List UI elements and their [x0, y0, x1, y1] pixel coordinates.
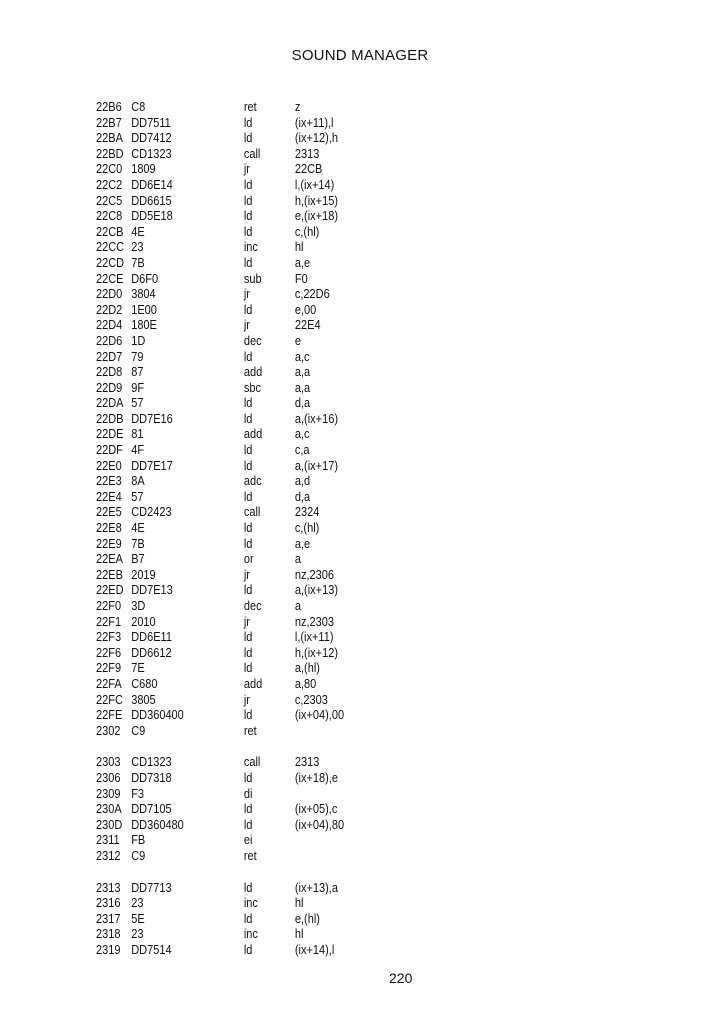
mnemonic: di	[243, 786, 253, 801]
operand: a,a	[294, 380, 311, 395]
mnemonic: ld	[243, 942, 253, 957]
operand: hl	[294, 896, 304, 911]
opcode-bytes: DD7412	[131, 131, 172, 146]
opcode-bytes: 23	[131, 240, 144, 255]
mnemonic: ld	[243, 443, 253, 458]
listing-row	[96, 849, 466, 865]
listing-row	[96, 630, 466, 646]
operand: a,c	[294, 349, 310, 364]
mnemonic: ld	[243, 817, 253, 832]
mnemonic: dec	[243, 333, 262, 348]
opcode-bytes: DD7E16	[131, 411, 173, 426]
mnemonic: ld	[243, 302, 253, 317]
operand: c,a	[294, 443, 310, 458]
opcode-bytes: 4E	[131, 224, 145, 239]
listing-row	[96, 661, 466, 677]
address: 22F0	[96, 599, 122, 613]
mnemonic: jr	[243, 287, 250, 302]
operand	[295, 833, 466, 849]
mnemonic: dec	[243, 599, 262, 613]
opcode-bytes: CD1323	[131, 146, 172, 161]
listing-row	[96, 427, 466, 443]
address: 22F6	[96, 645, 122, 660]
operand	[295, 849, 466, 865]
operand: c,22D6	[294, 287, 330, 302]
opcode-bytes: 57	[131, 489, 144, 504]
address: 2319	[96, 942, 121, 957]
listing-row	[96, 833, 466, 849]
address: 22E0	[96, 458, 122, 473]
opcode-bytes: 3804	[131, 287, 156, 302]
mnemonic: ld	[243, 209, 253, 224]
opcode-bytes: DD7511	[131, 115, 171, 130]
page-title: SOUND MANAGER	[291, 47, 429, 64]
mnemonic: ld	[243, 583, 253, 598]
listing-row	[96, 381, 466, 397]
opcode-bytes: DD6E11	[131, 630, 172, 645]
operand	[295, 787, 466, 803]
mnemonic: jr	[243, 162, 250, 177]
address: 22D2	[96, 302, 123, 317]
operand: c,2303	[294, 692, 328, 707]
opcode-bytes: C680	[131, 676, 158, 691]
address: 22DF	[96, 443, 123, 458]
operand: 22CB	[294, 162, 323, 177]
mnemonic: ld	[243, 396, 253, 411]
address: 230D	[96, 817, 123, 832]
operand: (ix+18),e	[294, 770, 338, 785]
address: 22FC	[96, 692, 123, 707]
address: 22F1	[96, 614, 122, 629]
operand: a,(hl)	[294, 661, 320, 676]
operand: a,(ix+16)	[294, 411, 338, 426]
operand: (ix+13),a	[294, 880, 338, 895]
operand: nz,2303	[294, 614, 335, 629]
mnemonic: call	[243, 755, 261, 770]
listing-row	[96, 334, 466, 350]
listing-row	[96, 209, 466, 225]
mnemonic: call	[243, 505, 261, 520]
listing-row	[96, 162, 466, 178]
operand: a,d	[294, 474, 311, 489]
operand: hl	[294, 240, 304, 255]
opcode-bytes: 1D	[131, 333, 146, 348]
opcode-bytes: CD1323	[131, 755, 172, 770]
listing-row	[96, 771, 466, 787]
mnemonic: ei	[243, 833, 253, 848]
listing-row	[96, 240, 466, 256]
listing-row	[96, 100, 466, 116]
operand: (ix+11),l	[294, 115, 334, 130]
address: 2303	[96, 755, 121, 770]
listing-row	[96, 412, 466, 428]
mnemonic: ld	[243, 458, 253, 473]
address: 2306	[96, 770, 121, 785]
section-gap	[96, 865, 466, 881]
opcode-bytes: DD7318	[131, 770, 172, 785]
opcode-bytes: DD6612	[131, 645, 172, 660]
listing-row	[96, 537, 466, 553]
operand	[295, 724, 466, 740]
opcode-bytes: 2019	[131, 567, 156, 582]
operand: 2313	[294, 755, 320, 770]
mnemonic: add	[243, 427, 263, 442]
listing-row	[96, 116, 466, 132]
opcode-bytes: 3805	[131, 692, 156, 707]
operand: (ix+04),00	[294, 708, 345, 723]
listing-row	[96, 724, 466, 740]
listing-row	[96, 693, 466, 709]
operand: a	[294, 599, 301, 613]
operand: e	[294, 333, 301, 348]
mnemonic: sbc	[243, 380, 261, 395]
mnemonic: ret	[243, 100, 257, 114]
operand: c,(hl)	[294, 521, 320, 536]
opcode-bytes: DD6E14	[131, 177, 173, 192]
operand: hl	[294, 927, 304, 942]
operand: h,(ix+15)	[294, 193, 338, 208]
opcode-bytes: C9	[131, 723, 146, 738]
operand: a,a	[294, 365, 311, 380]
operand: h,(ix+12)	[294, 645, 338, 660]
address: 22D9	[96, 380, 123, 395]
listing-row	[96, 225, 466, 241]
opcode-bytes: 5E	[131, 911, 145, 926]
opcode-bytes: 79	[131, 349, 144, 364]
operand: d,a	[294, 489, 311, 504]
mnemonic: ld	[243, 661, 253, 676]
opcode-bytes: 4F	[131, 443, 145, 458]
listing-row	[96, 194, 466, 210]
listing-row	[96, 318, 466, 334]
address: 22C2	[96, 177, 123, 192]
mnemonic: inc	[243, 927, 258, 942]
address: 230A	[96, 802, 122, 817]
address: 2318	[96, 927, 121, 942]
listing-row	[96, 521, 466, 537]
address: 22D8	[96, 365, 123, 380]
operand: a,80	[294, 676, 317, 691]
opcode-bytes: 1E00	[131, 302, 157, 317]
mnemonic: jr	[243, 567, 250, 582]
address: 22CB	[96, 224, 124, 239]
opcode-bytes: 7B	[131, 536, 145, 551]
address: 22CC	[96, 240, 125, 255]
mnemonic: ret	[243, 723, 257, 738]
address: 22C0	[96, 162, 123, 177]
listing-row	[96, 943, 466, 959]
mnemonic: ld	[243, 224, 253, 239]
listing-row	[96, 615, 466, 631]
opcode-bytes: 180E	[131, 318, 157, 333]
mnemonic: ld	[243, 489, 253, 504]
listing-row	[96, 599, 466, 615]
listing-row	[96, 350, 466, 366]
opcode-bytes: C9	[131, 848, 146, 863]
assembly-listing	[96, 100, 466, 958]
address: 22BD	[96, 146, 124, 161]
mnemonic: ld	[243, 131, 253, 146]
listing-row	[96, 552, 466, 568]
opcode-bytes: 1809	[131, 162, 156, 177]
address: 22D6	[96, 333, 123, 348]
operand: e,(hl)	[294, 911, 320, 926]
opcode-bytes: 81	[131, 427, 144, 442]
mnemonic: add	[243, 676, 263, 691]
address: 22D7	[96, 349, 123, 364]
address: 2302	[96, 723, 121, 738]
mnemonic: ld	[243, 536, 253, 551]
mnemonic: or	[243, 552, 254, 567]
mnemonic: ld	[243, 645, 253, 660]
listing-row	[96, 459, 466, 475]
operand: c,(hl)	[294, 224, 320, 239]
listing-row	[96, 912, 466, 928]
listing-row	[96, 396, 466, 412]
mnemonic: ret	[243, 848, 257, 863]
operand: d,a	[294, 396, 311, 411]
operand: a,e	[294, 536, 311, 551]
opcode-bytes: DD7514	[131, 942, 172, 957]
mnemonic: ld	[243, 708, 253, 723]
mnemonic: ld	[243, 802, 253, 817]
mnemonic: ld	[243, 349, 253, 364]
section-gap	[96, 739, 466, 755]
operand: e,00	[294, 302, 317, 317]
address: 22DB	[96, 411, 124, 426]
address: 2316	[96, 896, 121, 911]
opcode-bytes: 57	[131, 396, 144, 411]
operand: l,(ix+14)	[294, 177, 335, 192]
opcode-bytes: 4E	[131, 521, 145, 536]
opcode-bytes: F3	[131, 786, 145, 801]
listing-row	[96, 787, 466, 803]
operand: a,e	[294, 255, 311, 270]
mnemonic: ld	[243, 177, 253, 192]
operand: a,c	[294, 427, 310, 442]
mnemonic: call	[243, 146, 261, 161]
address: 22E5	[96, 505, 122, 520]
operand: z	[294, 100, 301, 114]
listing-row	[96, 881, 466, 897]
address: 22F3	[96, 630, 122, 645]
opcode-bytes: 7E	[131, 661, 145, 676]
operand: F0	[294, 271, 308, 286]
address: 22FE	[96, 708, 123, 723]
operand: (ix+12),h	[294, 131, 338, 146]
mnemonic: ld	[243, 770, 253, 785]
opcode-bytes: FB	[131, 833, 146, 848]
mnemonic: inc	[243, 240, 258, 255]
opcode-bytes: DD6615	[131, 193, 172, 208]
listing-row	[96, 256, 466, 272]
page-number: 220	[389, 970, 413, 986]
mnemonic: ld	[243, 193, 253, 208]
address: 22C8	[96, 209, 123, 224]
address: 22F9	[96, 661, 122, 676]
listing-row	[96, 303, 466, 319]
address: 22DA	[96, 396, 124, 411]
listing-row	[96, 755, 466, 771]
mnemonic: jr	[243, 614, 250, 629]
opcode-bytes: D6F0	[131, 271, 159, 286]
opcode-bytes: DD7E13	[131, 583, 173, 598]
address: 22EA	[96, 552, 123, 567]
address: 22C5	[96, 193, 123, 208]
listing-row	[96, 287, 466, 303]
address: 2313	[96, 880, 121, 895]
listing-row	[96, 490, 466, 506]
opcode-bytes: 23	[131, 927, 144, 942]
listing-row	[96, 365, 466, 381]
listing-row	[96, 568, 466, 584]
operand: (ix+05),c	[294, 802, 338, 817]
operand: l,(ix+11)	[294, 630, 334, 645]
listing-row	[96, 583, 466, 599]
listing-row	[96, 272, 466, 288]
mnemonic: add	[243, 365, 263, 380]
listing-row	[96, 646, 466, 662]
address: 22CD	[96, 255, 125, 270]
listing-row	[96, 708, 466, 724]
address: 22E3	[96, 474, 122, 489]
listing-row	[96, 178, 466, 194]
mnemonic: ld	[243, 411, 253, 426]
mnemonic: ld	[243, 630, 253, 645]
mnemonic: ld	[243, 255, 253, 270]
address: 22E8	[96, 521, 122, 536]
mnemonic: ld	[243, 521, 253, 536]
mnemonic: sub	[243, 271, 262, 286]
address: 22D4	[96, 318, 123, 333]
listing-row	[96, 474, 466, 490]
address: 22ED	[96, 583, 124, 598]
opcode-bytes: CD2423	[131, 505, 172, 520]
mnemonic: inc	[243, 896, 258, 911]
address: 22E4	[96, 489, 122, 504]
mnemonic: adc	[243, 474, 262, 489]
mnemonic: jr	[243, 318, 250, 333]
mnemonic: ld	[243, 880, 253, 895]
opcode-bytes: DD7E17	[131, 458, 173, 473]
address: 22BA	[96, 131, 123, 146]
operand: e,(ix+18)	[294, 209, 338, 224]
opcode-bytes: B7	[131, 552, 145, 567]
opcode-bytes: DD7105	[131, 802, 172, 817]
address: 22DE	[96, 427, 124, 442]
operand: a,(ix+13)	[294, 583, 338, 598]
opcode-bytes: 7B	[131, 255, 145, 270]
operand: a	[294, 552, 301, 567]
listing-row	[96, 927, 466, 943]
address: 2311	[96, 833, 120, 848]
listing-row	[96, 802, 466, 818]
listing-row	[96, 443, 466, 459]
opcode-bytes: C8	[131, 100, 146, 114]
mnemonic: ld	[243, 911, 253, 926]
opcode-bytes: 8A	[131, 474, 145, 489]
address: 22D0	[96, 287, 123, 302]
opcode-bytes: 2010	[131, 614, 156, 629]
address: 22B6	[96, 100, 122, 114]
operand: 2324	[294, 505, 320, 520]
address: 22B7	[96, 115, 122, 130]
opcode-bytes: 23	[131, 896, 144, 911]
opcode-bytes: DD360400	[131, 708, 184, 723]
opcode-bytes: 3D	[131, 599, 146, 613]
opcode-bytes: DD5E18	[131, 209, 173, 224]
operand: (ix+14),l	[294, 942, 335, 957]
address: 2312	[96, 848, 121, 863]
listing-row	[96, 677, 466, 693]
listing-row	[96, 147, 466, 163]
listing-row	[96, 131, 466, 147]
address: 22E9	[96, 536, 122, 551]
address: 2317	[96, 911, 121, 926]
address: 22FA	[96, 676, 122, 691]
mnemonic: jr	[243, 692, 250, 707]
address: 22CE	[96, 271, 124, 286]
mnemonic: ld	[243, 115, 253, 130]
operand: 22E4	[294, 318, 321, 333]
opcode-bytes: 9F	[131, 380, 145, 395]
listing-row	[96, 818, 466, 834]
operand: nz,2306	[294, 567, 335, 582]
operand: (ix+04),80	[294, 817, 345, 832]
address: 2309	[96, 786, 121, 801]
listing-row	[96, 505, 466, 521]
opcode-bytes: DD360480	[131, 817, 184, 832]
operand: a,(ix+17)	[294, 458, 338, 473]
listing-row	[96, 896, 466, 912]
address: 22EB	[96, 567, 123, 582]
operand: 2313	[294, 146, 320, 161]
opcode-bytes: DD7713	[131, 880, 172, 895]
opcode-bytes: 87	[131, 365, 144, 380]
